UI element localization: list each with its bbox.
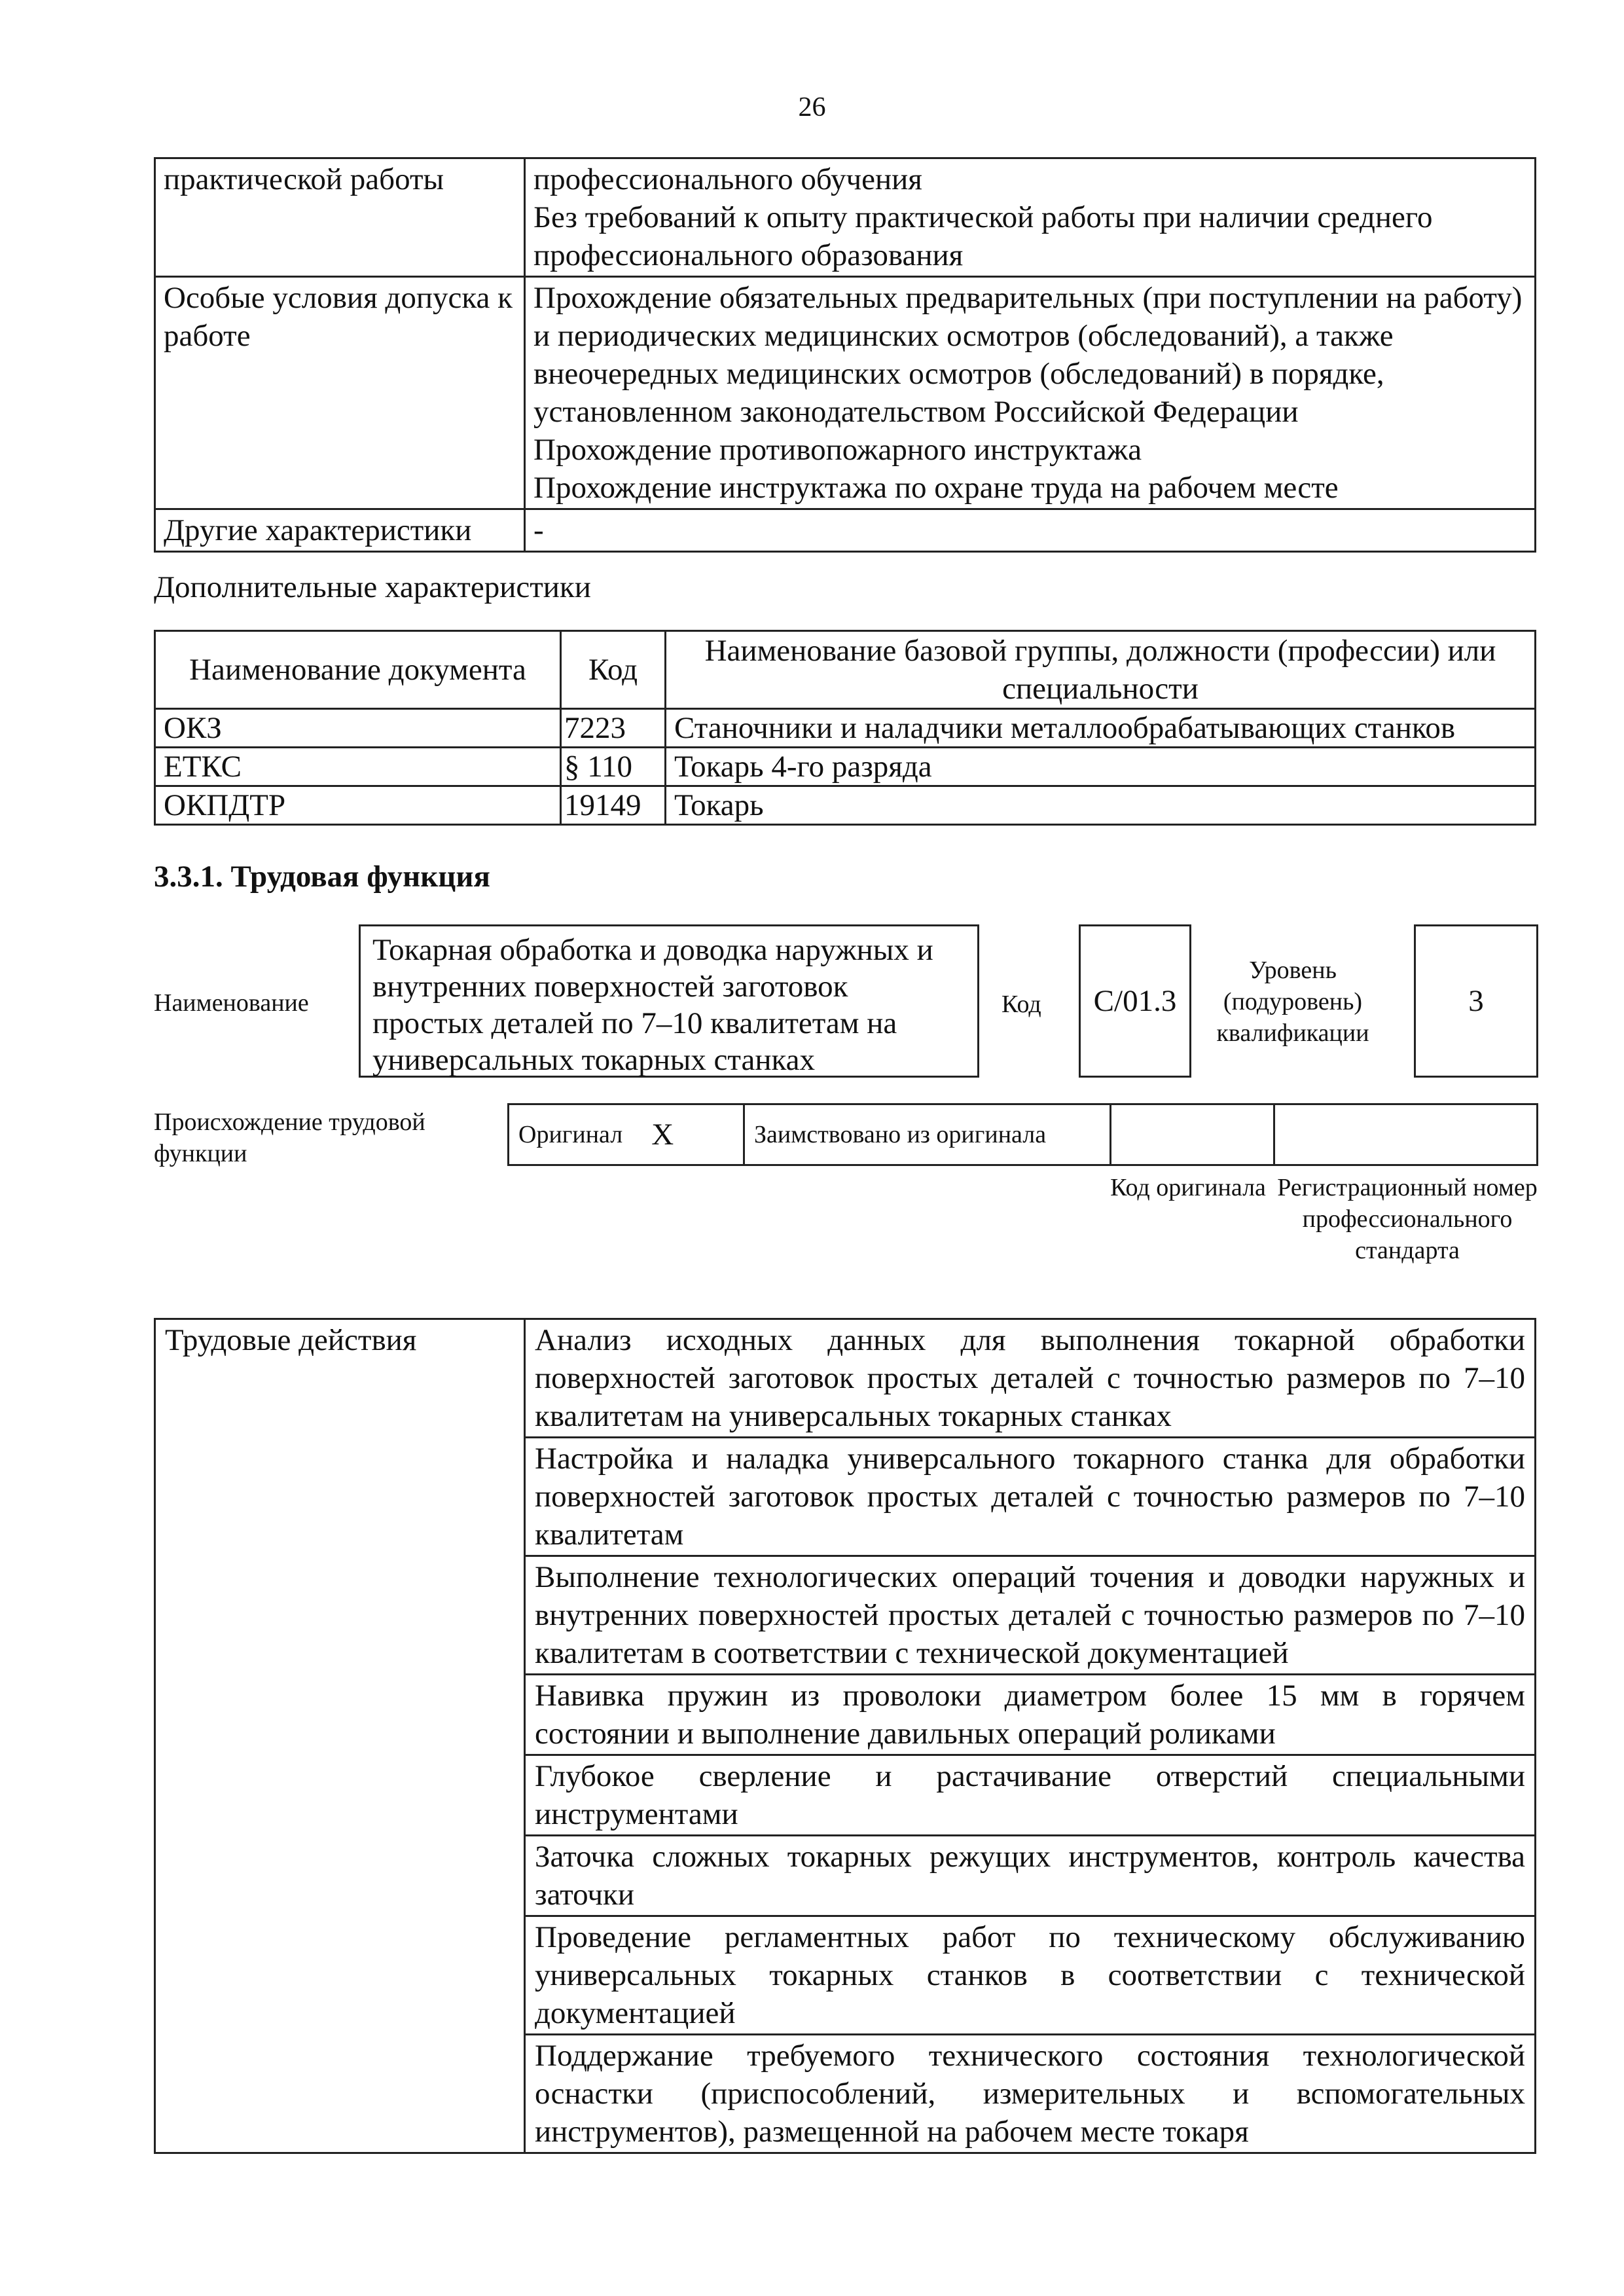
header-document: Наименование документа (155, 631, 561, 709)
registration-number-caption: Регистрационный номер профессионального стандарта (1277, 1174, 1538, 1264)
row-value (525, 158, 1536, 277)
table-row (155, 709, 1536, 748)
additional-characteristics-heading: Дополнительные характеристики (154, 570, 591, 604)
code-label: Код (1001, 991, 1041, 1018)
original-code-caption: Код оригинала (1110, 1174, 1266, 1201)
row-line: Прохождение противопожарного инструктажа (533, 433, 1142, 467)
qualification-requirements-table (154, 157, 1536, 553)
row-line: профессионального обучения (533, 162, 922, 196)
row-line: Прохождение инструктажа по охране труда на рабочем месте (533, 471, 1339, 505)
function-code-box: С/01.3 (1079, 924, 1191, 1078)
qualification-level-box: 3 (1414, 924, 1538, 1078)
table-row (155, 786, 1536, 825)
cell-code: 7223 (561, 709, 666, 748)
labor-action: Настройка и наладка универсального токарного станка для обработки поверхностей заготовок простых деталей с точностью размеров по 7–10 квалитетам (525, 1438, 1536, 1556)
table-header-row (155, 631, 1536, 709)
function-title: 3.3.1. Трудовая функция (154, 860, 490, 894)
row-label: Другие характеристики (155, 509, 525, 552)
row-label: практической работы (155, 158, 525, 277)
row-value (525, 277, 1536, 509)
labor-action: Выполнение технологических операций точения и доводки наружных и внутренних поверхностей простых деталей с точностью размеров по 7–10 квалитетам в соответствии с технической документацией (525, 1556, 1536, 1675)
cell-document: ОКЗ (155, 709, 561, 748)
name-label: Наименование (154, 989, 309, 1017)
header-code: Код (561, 631, 666, 709)
page-number: 26 (798, 92, 826, 122)
original-cell (509, 1105, 745, 1164)
registration-number-cell (1275, 1105, 1536, 1164)
row-line: Без требований к опыту практической работы при наличии среднего профессионального образования (533, 200, 1433, 272)
row-line: Прохождение обязательных предварительных (при поступлении на работу) и периодических медицинских осмотров (обследований), а также внеочередных медицинских осмотров (обследований) в порядке, установленном законодательством Российской Федерации (533, 281, 1523, 429)
table-row (155, 1319, 1536, 1438)
original-code-cell (1111, 1105, 1275, 1164)
labor-actions-label: Трудовые действия (155, 1319, 525, 2153)
row-label: Особые условия допуска к работе (155, 277, 525, 509)
additional-characteristics-table (154, 630, 1536, 826)
function-name-box: Токарная обработка и доводка наружных и внутренних поверхностей заготовок простых деталей по 7–10 квалитетам на универсальных токарных станках (359, 924, 979, 1078)
labor-action: Проведение регламентных работ по техническому обслуживанию универсальных токарных станков в соответствии с технической документацией (525, 1916, 1536, 2035)
row-value: - (525, 509, 1536, 552)
labor-action: Глубокое сверление и растачивание отверстий специальными инструментами (525, 1755, 1536, 1836)
cell-document: ОКПДТР (155, 786, 561, 825)
table-row (155, 277, 1536, 509)
cell-group-name: Токарь (666, 786, 1536, 825)
labor-action: Анализ исходных данных для выполнения токарной обработки поверхностей заготовок простых деталей с точностью размеров по 7–10 квалитетам на универсальных токарных станках (525, 1319, 1536, 1438)
labor-actions-table (154, 1318, 1536, 2154)
function-origin-label: Происхождение трудовой функции (154, 1108, 425, 1167)
cell-code: § 110 (561, 748, 666, 786)
table-row (155, 509, 1536, 552)
cell-group-name: Токарь 4-го разряда (666, 748, 1536, 786)
original-label: Оригинал (518, 1121, 623, 1148)
header-group-name: Наименование базовой группы, должности (профессии) или специальности (666, 631, 1536, 709)
labor-action: Заточка сложных токарных режущих инструментов, контроль качества заточки (525, 1836, 1536, 1916)
table-row (155, 158, 1536, 277)
borrowed-cell: Заимствовано из оригинала (745, 1105, 1111, 1164)
origin-strip (507, 1103, 1538, 1166)
labor-action: Навивка пружин из проволоки диаметром более 15 мм в горячем состоянии и выполнение давильных операций роликами (525, 1675, 1536, 1755)
labor-action: Поддержание требуемого технического состояния технологической оснастки (приспособлений, измерительных и вспомогательных инструментов), размещенной на рабочем месте токаря (525, 2035, 1536, 2153)
original-mark: X (651, 1118, 674, 1152)
table-row (155, 748, 1536, 786)
cell-code: 19149 (561, 786, 666, 825)
qualification-level-label: Уровень (подуровень) квалификации (1216, 957, 1369, 1047)
cell-group-name: Станочники и наладчики металлообрабатывающих станков (666, 709, 1536, 748)
cell-document: ЕТКС (155, 748, 561, 786)
